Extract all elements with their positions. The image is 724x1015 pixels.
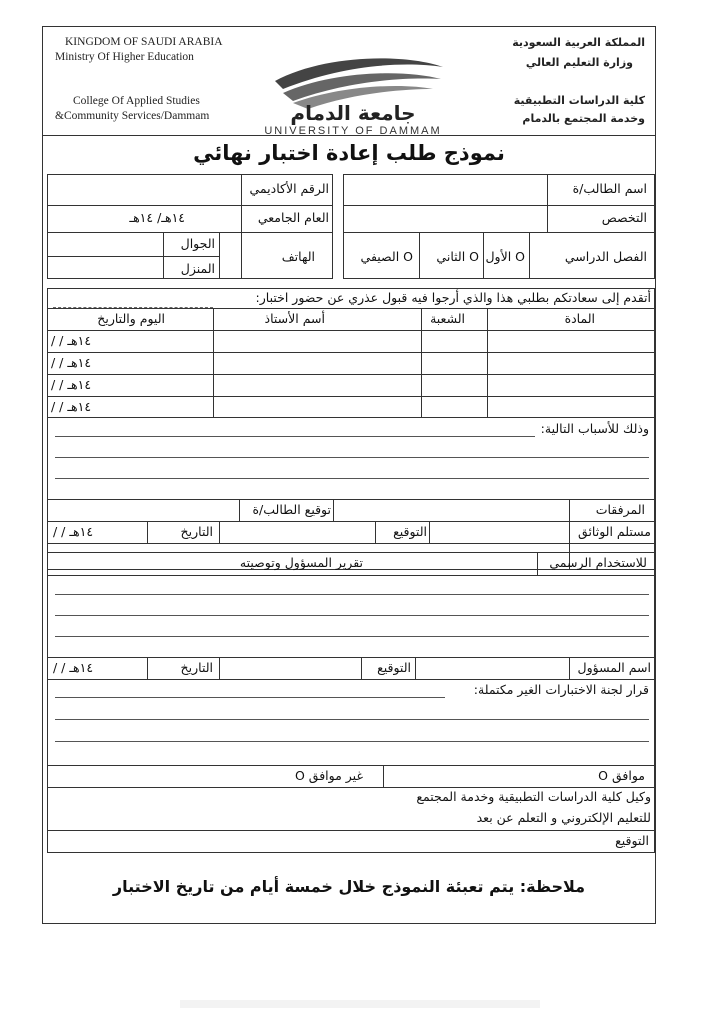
- document-receiver-label: مستلم الوثائق: [578, 524, 651, 539]
- disapprove-option[interactable]: غير موافق O: [294, 768, 363, 783]
- official-use-label: للاستخدام الرسمي: [549, 555, 647, 570]
- officer-name-field[interactable]: [417, 659, 567, 677]
- semester-option-second[interactable]: O الثاني: [436, 249, 479, 264]
- reasons-line[interactable]: [55, 457, 649, 458]
- header-ar-community: وخدمة المجتمع بالدمام: [522, 112, 645, 125]
- reasons-line[interactable]: [55, 478, 649, 479]
- table-row-date[interactable]: ١٤هـ / /: [51, 333, 92, 348]
- table-row-date[interactable]: ١٤هـ / /: [51, 355, 92, 370]
- attachments-field[interactable]: [335, 501, 567, 519]
- header-en-kingdom: KINGDOM OF SAUDI ARABIA: [65, 36, 223, 48]
- table-row-date[interactable]: ١٤هـ / /: [51, 399, 92, 414]
- form-title: نموذج طلب إعادة اختبار نهائي: [193, 141, 505, 165]
- semester-option-first[interactable]: O الأول: [485, 249, 525, 264]
- receiver-date-value[interactable]: ١٤هـ / /: [53, 524, 94, 539]
- report-line[interactable]: [55, 615, 649, 616]
- committee-line[interactable]: [55, 741, 649, 742]
- receiver-signature-label: التوقيع: [393, 524, 427, 539]
- phone-label: الهاتف: [281, 249, 315, 264]
- attachments-label: المرفقات: [595, 502, 645, 517]
- logo-en-text: UNIVERSITY OF DAMMAM: [264, 125, 442, 137]
- report-line[interactable]: [55, 594, 649, 595]
- reasons-line[interactable]: [55, 436, 535, 437]
- student-name-field[interactable]: [346, 178, 544, 202]
- col-subject-header: المادة: [564, 311, 595, 326]
- document-receiver-field[interactable]: [431, 523, 567, 541]
- exam-name-field[interactable]: [53, 291, 213, 308]
- header-ar-college: كلية الدراسات التطبيقية: [513, 94, 645, 107]
- officer-signature-field[interactable]: [221, 659, 359, 677]
- scan-artifact: [180, 1000, 540, 1008]
- reasons-label: وذلك للأسباب التالية:: [540, 421, 649, 436]
- semester-label: الفصل الدراسي: [564, 249, 647, 264]
- officer-date-label: التاريخ: [180, 660, 213, 675]
- logo-ar-text: جامعة الدمام: [290, 101, 416, 125]
- officer-signature-label: التوقيع: [377, 660, 411, 675]
- student-signature-label: توقيع الطالب/ة: [252, 502, 331, 517]
- committee-decision-label: قرار لجنة الاختبارات الغير مكتملة:: [473, 682, 649, 697]
- committee-line[interactable]: [55, 697, 445, 698]
- academic-number-label: الرقم الأكاديمي: [249, 181, 329, 196]
- report-line[interactable]: [55, 636, 649, 637]
- dean-title-line2: للتعليم الإلكتروني و التعلم عن بعد: [476, 810, 651, 825]
- form-page: [42, 26, 656, 924]
- officer-report-label: تقرير المسؤول وتوصيته: [239, 555, 363, 570]
- receiver-signature-field[interactable]: [221, 523, 373, 541]
- officer-name-label: اسم المسؤول: [577, 660, 651, 675]
- academic-number-field[interactable]: [50, 178, 238, 202]
- semester-option-summer[interactable]: O الصيفي: [360, 249, 413, 264]
- approve-option[interactable]: موافق O: [598, 768, 645, 783]
- header-ar-ministry: وزارة التعليم العالي: [525, 56, 633, 69]
- mobile-field[interactable]: [50, 235, 160, 254]
- col-teacher-header: أسم الأستاذ: [264, 311, 325, 326]
- receiver-date-label: التاريخ: [180, 524, 213, 539]
- request-intro-text: أتقدم إلى سعادتكم بطلبي هذا والذي أرجوا فيه قبول عذري عن حضور اختبار:: [255, 290, 651, 305]
- form-note: ملاحظة: يتم تعبئة النموذج خلال خمسة أيام من تاريخ الاختبار: [112, 877, 586, 896]
- major-label: التخصص: [601, 210, 647, 225]
- student-name-label: اسم الطالب/ة: [572, 181, 647, 196]
- header-en-community: &Community Services/Dammam: [55, 110, 210, 122]
- university-logo: [253, 45, 453, 135]
- official-use-section: [47, 552, 655, 853]
- officer-date-value[interactable]: ١٤هـ / /: [53, 660, 94, 675]
- header-en-ministry: Ministry Of Higher Education: [55, 51, 194, 63]
- dean-signature-field[interactable]: [49, 832, 589, 850]
- dean-signature-label: التوقيع: [615, 833, 649, 848]
- mobile-label: الجوال: [180, 236, 215, 251]
- header-divider: [43, 135, 655, 136]
- home-label: المنزل: [180, 261, 215, 276]
- committee-line[interactable]: [55, 719, 649, 720]
- dean-title-line1: وكيل كلية الدراسات التطبيقية وخدمة المجتمع: [416, 789, 651, 804]
- academic-year-label: العام الجامعي: [257, 210, 329, 225]
- major-field[interactable]: [346, 208, 544, 230]
- table-row-date[interactable]: ١٤هـ / /: [51, 377, 92, 392]
- col-section-header: الشعبة: [430, 311, 465, 326]
- home-phone-field[interactable]: [50, 259, 160, 277]
- academic-year-value[interactable]: ١٤هـ/ ١٤هـ: [129, 210, 185, 225]
- header-ar-kingdom: المملكة العربية السعودية: [512, 36, 645, 49]
- student-signature-field[interactable]: [49, 501, 237, 519]
- header-en-college: College Of Applied Studies: [73, 95, 200, 107]
- col-day-date-header: اليوم والتاريخ: [97, 311, 165, 326]
